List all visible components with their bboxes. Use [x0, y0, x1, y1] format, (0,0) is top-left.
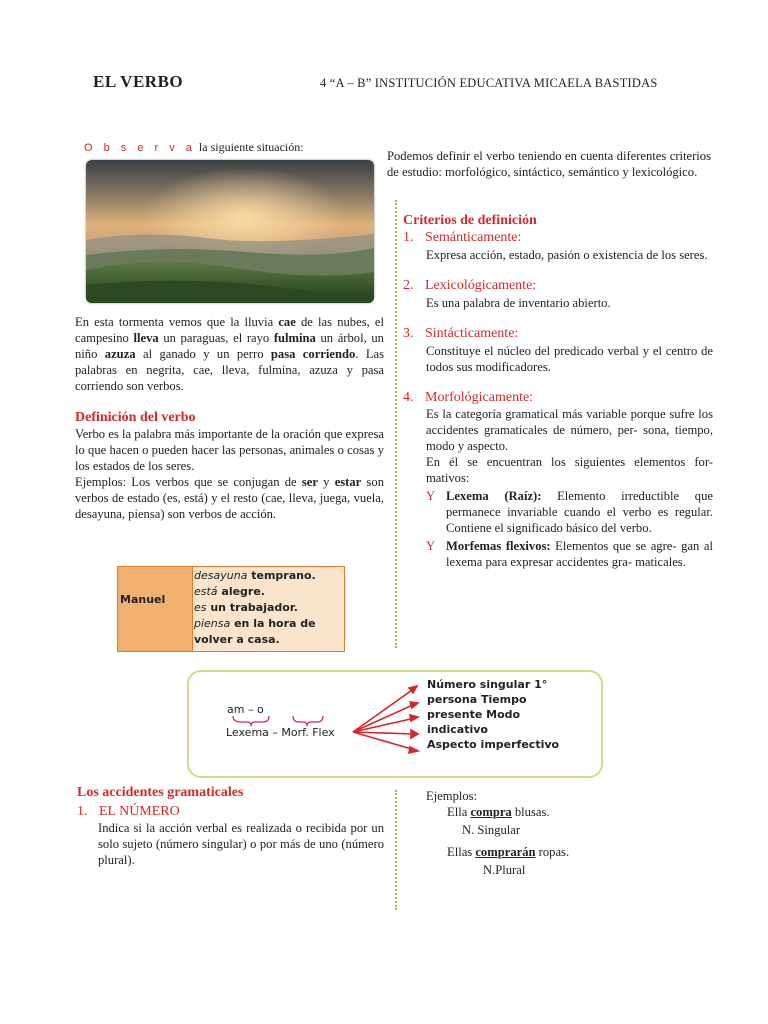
- example-row: [194, 568, 344, 584]
- page-title: EL VERBO: [93, 72, 184, 91]
- ejemplo-verb: compra: [470, 805, 512, 819]
- text-span: Elementos que se agre- gan al lexema para expresar accidentes gra- maticales.: [446, 539, 713, 569]
- criterio-number: 1.: [403, 230, 414, 245]
- bullet-morfemas: [403, 538, 713, 570]
- criterios-section: [403, 213, 713, 570]
- example-verb: es: [194, 601, 207, 614]
- intro-paragraph: Podemos definir el verbo teniendo en cuenta diferentes criterios de estudio: morfológico, sintáctico, semántico y lexicológico.: [387, 149, 711, 179]
- example-rest: un trabajador.: [206, 601, 298, 614]
- numero-title: EL NÚMERO: [99, 804, 180, 819]
- criterio-2: [403, 278, 713, 294]
- text-span: . Las palabras en negrita, cae, lleva, fulmina, azuza y pasa corriendo son verbos.: [75, 347, 384, 393]
- diagram-arrows: [349, 680, 429, 770]
- text-span: un paraguas, el rayo: [158, 331, 274, 345]
- observa-line: [84, 140, 304, 155]
- text-span: ropas.: [535, 845, 570, 859]
- bullet-mark: Y: [426, 539, 436, 553]
- criterio-title: Lexicológicamente:: [425, 278, 537, 293]
- example-rest: volver a casa.: [194, 633, 280, 646]
- definition-examples: [75, 474, 384, 522]
- verb-azuza: azuza: [104, 347, 136, 361]
- example-rest: en la hora de: [230, 617, 316, 630]
- definition-heading: Definición del verbo: [75, 410, 196, 425]
- morphology-diagram: [187, 670, 603, 778]
- verb-lleva: lleva: [133, 331, 159, 345]
- column-divider: [395, 200, 397, 648]
- column-divider: [395, 790, 397, 910]
- bullet-term: Morfemas flexivos:: [446, 539, 551, 553]
- ejemplo-1: [426, 804, 569, 820]
- numero-text: Indica si la acción verbal es realizada o recibida por un solo sujeto (número singular) o por más de uno (número plural).: [98, 821, 384, 867]
- example-verb: piensa: [194, 617, 231, 630]
- criterio-4: [403, 390, 713, 406]
- observa-word: O b s e r v a: [84, 142, 196, 154]
- diagram-line: presente Modo: [427, 708, 521, 721]
- bullet-lexema: [403, 488, 713, 536]
- example-subject: Manuel: [120, 592, 166, 606]
- ejemplo-2: [426, 844, 569, 860]
- ejemplos-block: [426, 788, 569, 878]
- diagram-info: [427, 677, 559, 752]
- bullet-mark: Y: [426, 489, 436, 503]
- text-span: al ganado y un perro: [135, 347, 271, 361]
- diagram-line: Número singular 1°: [427, 678, 548, 691]
- bullet-text: [446, 488, 713, 536]
- text-span: En esta tormenta vemos que la lluvia: [75, 315, 279, 329]
- ejemplos-label: Ejemplos:: [426, 789, 478, 803]
- diagram-labels: Lexema – Morf. Flex: [226, 726, 335, 739]
- example-verb: está: [194, 585, 218, 598]
- text-span: Ellas: [447, 845, 476, 859]
- definition-section: [75, 410, 384, 522]
- storm-landscape-photo: [86, 160, 374, 303]
- verb-cae: cae: [278, 315, 296, 329]
- criterio-1: [403, 230, 713, 246]
- text-span: Ejemplos: Los verbos que se conjugan de: [75, 475, 302, 489]
- criterio-text: Constituye el núcleo del predicado verbal y el centro de todos sus modificadores.: [426, 344, 713, 374]
- diagram-line: Aspecto imperfectivo: [427, 738, 560, 751]
- criterio-number: 2.: [403, 278, 414, 293]
- observa-rest: la siguiente situación:: [198, 140, 304, 154]
- verb-pasa-corriendo: pasa corriendo: [270, 347, 356, 361]
- criterio-text: Es una palabra de inventario abierto.: [426, 296, 611, 310]
- example-row: [194, 616, 344, 632]
- bullet-term: Lexema (Raíz):: [446, 489, 542, 503]
- example-row: [194, 632, 344, 648]
- criterio-text: Es la categoría gramatical más variable porque sufre los accidentes gramaticales de número, per- sona, tiempo, modo y aspecto.: [426, 407, 713, 453]
- criterio-number: 4.: [403, 390, 414, 405]
- numero-heading: [77, 804, 180, 820]
- criterio-title: Semánticamente:: [425, 230, 522, 245]
- criterio-3: [403, 326, 713, 342]
- criterio-text-2: En él se encuentran los siguientes elementos for- mativos:: [426, 455, 713, 485]
- example-table: [117, 566, 345, 652]
- verb-ser: ser: [301, 475, 318, 489]
- text-span: y: [317, 475, 335, 489]
- text-span: blusas.: [511, 805, 550, 819]
- verb-estar: estar: [334, 475, 362, 489]
- diagram-line: indicativo: [427, 723, 488, 736]
- example-rest: alegre.: [217, 585, 265, 598]
- example-verbs-cell: [193, 567, 344, 651]
- criterio-number: 3.: [403, 326, 414, 341]
- text-span: de las nubes, el campesino: [75, 315, 384, 345]
- criterio-title: Sintácticamente:: [425, 326, 519, 341]
- school-name: 4 “A – B” INSTITUCIÓN EDUCATIVA MICAELA BASTIDAS: [320, 76, 658, 90]
- verb-fulmina: fulmina: [273, 331, 316, 345]
- storm-paragraph: [75, 314, 384, 394]
- example-row: [194, 584, 344, 600]
- text-span: un árbol, un niño: [75, 331, 384, 361]
- example-subject-cell: [118, 567, 193, 651]
- example-rest: temprano.: [247, 569, 316, 582]
- diagram-line: persona Tiempo: [427, 693, 527, 706]
- numero-number: 1.: [77, 804, 88, 819]
- text-span: Elemento irreductible que permanece invariable cuando el verbo es regular. Contiene el significado básico del verbo.: [446, 489, 713, 535]
- criterios-heading: Criterios de definición: [403, 213, 537, 228]
- text-span: Ella: [447, 805, 471, 819]
- ejemplo-1-note: N. Singular: [462, 823, 521, 837]
- ejemplo-verb: comprarán: [475, 845, 536, 859]
- example-row: [194, 600, 344, 616]
- diagram-word: am – o: [227, 703, 264, 716]
- criterio-text: Expresa acción, estado, pasión o existencia de los seres.: [426, 248, 708, 262]
- ejemplo-2-note: N.Plural: [483, 863, 526, 877]
- bullet-text: [446, 538, 713, 570]
- criterio-title: Morfológicamente:: [425, 390, 534, 405]
- example-verb: desayuna: [194, 569, 248, 582]
- text-span: son verbos de estado (es, está) y el resto (cae, lleva, juega, vuela, desayuna, piensa) son verbos de acción.: [75, 475, 384, 521]
- definition-text: Verbo es la palabra más importante de la oración que expresa lo que hacen o pueden hacer las personas, animales o cosas y los estados de los seres.: [75, 427, 384, 473]
- accidentes-heading: Los accidentes gramaticales: [77, 785, 244, 800]
